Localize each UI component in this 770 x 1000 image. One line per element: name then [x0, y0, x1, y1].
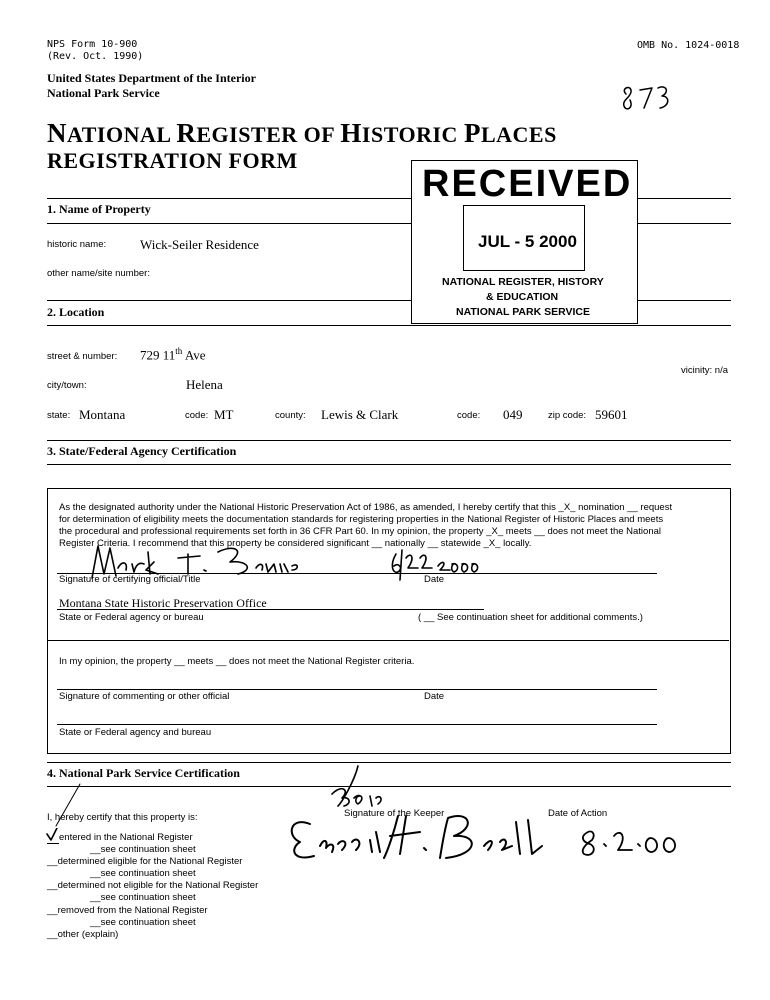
option-entered-continuation[interactable]: __see continuation sheet	[90, 844, 196, 855]
option-other[interactable]: __other (explain)	[47, 929, 119, 940]
stamp-date: JUL - 5 2000	[478, 232, 577, 251]
state-value: Montana	[79, 407, 126, 422]
stamp-received-text: RECEIVED	[422, 163, 633, 205]
omb-number: OMB No. 1024-0018	[637, 40, 740, 51]
stamp-line1: NATIONAL REGISTER, HISTORY	[442, 276, 604, 288]
option-not-eligible[interactable]: __determined not eligible for the National Register	[47, 880, 259, 891]
county-value: Lewis & Clark	[321, 407, 399, 422]
section3-heading-rule	[47, 464, 731, 465]
option-entered-label: entered in the National Register	[59, 832, 193, 843]
stamp-line2: & EDUCATION	[486, 291, 559, 303]
comment-agency-label: State or Federal agency and bureau	[59, 727, 212, 738]
city-label: city/town:	[47, 380, 87, 391]
option-other-label: other (explain)	[57, 929, 119, 940]
agency-label: State or Federal agency or bureau	[59, 612, 204, 623]
historic-name-value: Wick-Seiler Residence	[140, 237, 259, 252]
state-code-value: MT	[214, 407, 234, 422]
opinion-text: In my opinion, the property __ meets __ does not meet the National Register criteria.	[59, 656, 415, 667]
zip-value: 59601	[595, 407, 628, 422]
keeper-signature	[280, 762, 580, 872]
form-revision: (Rev. Oct. 1990)	[47, 51, 144, 62]
cert-signature-label: Signature of certifying official/Title	[59, 574, 201, 585]
section2-heading-rule	[47, 325, 731, 326]
other-name-label: other name/site number:	[47, 268, 150, 279]
street-value: 729 11th Ave	[140, 346, 206, 363]
option-entered[interactable]	[47, 832, 193, 844]
option-eligible-continuation[interactable]: __see continuation sheet	[90, 868, 196, 879]
historic-name-label: historic name:	[47, 239, 107, 250]
option-not-eligible-label: determined not eligible for the National Register	[57, 880, 259, 891]
cert-line2: for determination of eligibility meets the documentation standards for registering properties in the National Register of Historic Places and meets	[59, 514, 664, 525]
option-removed[interactable]: __removed from the National Register	[47, 905, 208, 916]
check-mark-icon	[45, 828, 59, 842]
keeper-intro: I, hereby certify that this property is:	[47, 812, 198, 823]
form-number: NPS Form 10-900	[47, 39, 138, 50]
section4-heading: 4. National Park Service Certification	[47, 766, 240, 780]
cert-date-label: Date	[424, 574, 445, 585]
comment-signature-line	[57, 689, 657, 690]
keeper-signature-label: Signature of the Keeper	[344, 808, 445, 819]
option-eligible-label: determined eligible for the National Register	[57, 856, 243, 867]
agency-name: National Park Service	[47, 86, 160, 100]
section1-heading-rule	[47, 223, 411, 224]
stamp-date-box	[463, 205, 585, 271]
department-name: United States Department of the Interior	[47, 71, 256, 85]
date-of-action-handwritten	[578, 824, 698, 864]
handwritten-reference-number	[618, 82, 688, 114]
option-removed-continuation[interactable]: __see continuation sheet	[90, 917, 196, 928]
form-title-line1: NATIONAL REGISTER OF HISTORIC PLACES	[47, 118, 557, 148]
county-code-value: 049	[503, 407, 523, 422]
section2-heading: 2. Location	[47, 305, 105, 319]
received-stamp	[411, 160, 638, 324]
cert-line3: the procedural and professional requirements set forth in 36 CFR Part 60. In my opinion, the property _X_ meets __ does not meet the National	[59, 526, 662, 537]
stamp-line3: NATIONAL PARK SERVICE	[456, 306, 590, 318]
county-label: county:	[275, 410, 306, 421]
agency-line	[57, 609, 484, 610]
cert-line1: As the designated authority under the National Historic Preservation Act of 1986, as amended, I hereby certify that this _X_ nomination __ request	[59, 502, 673, 513]
section3-heading: 3. State/Federal Agency Certification	[47, 444, 237, 458]
continuation-note: ( __ See continuation sheet for additional comments.)	[418, 612, 643, 623]
section1-heading-rule-right	[638, 223, 731, 224]
section2-top-rule	[47, 300, 411, 301]
agency-value: Montana State Historic Preservation Office	[59, 596, 267, 610]
option-entered-blank[interactable]	[47, 832, 59, 844]
option-not-eligible-continuation[interactable]: __see continuation sheet	[90, 892, 196, 903]
section2-top-rule-right	[638, 300, 731, 301]
form-title-line2: REGISTRATION FORM	[47, 148, 298, 173]
date-of-action-label: Date of Action	[548, 808, 608, 819]
section1-top-rule	[47, 198, 411, 199]
zip-label: zip code:	[548, 410, 587, 421]
cert-line4: Register Criteria. I recommend that this property be considered significant __ nationally __ statewide _X_ locally.	[59, 538, 532, 549]
comment-date-label: Date	[424, 691, 445, 702]
comment-signature-label: Signature of commenting or other official	[59, 691, 230, 702]
state-code-label: code:	[185, 410, 209, 421]
certification-box-divider	[48, 640, 729, 641]
section1-top-rule-right	[638, 198, 731, 199]
section1-heading: 1. Name of Property	[47, 202, 151, 216]
comment-agency-line	[57, 724, 657, 725]
county-code-label: code:	[457, 410, 481, 421]
vicinity: vicinity: n/a	[681, 365, 728, 376]
city-value: Helena	[186, 377, 223, 392]
option-removed-label: removed from the National Register	[57, 905, 208, 916]
state-label: state:	[47, 410, 71, 421]
pen-stroke-mark	[48, 780, 88, 830]
section3-top-rule	[47, 440, 731, 441]
street-label: street & number:	[47, 351, 118, 362]
option-eligible[interactable]: __determined eligible for the National Register	[47, 856, 243, 867]
